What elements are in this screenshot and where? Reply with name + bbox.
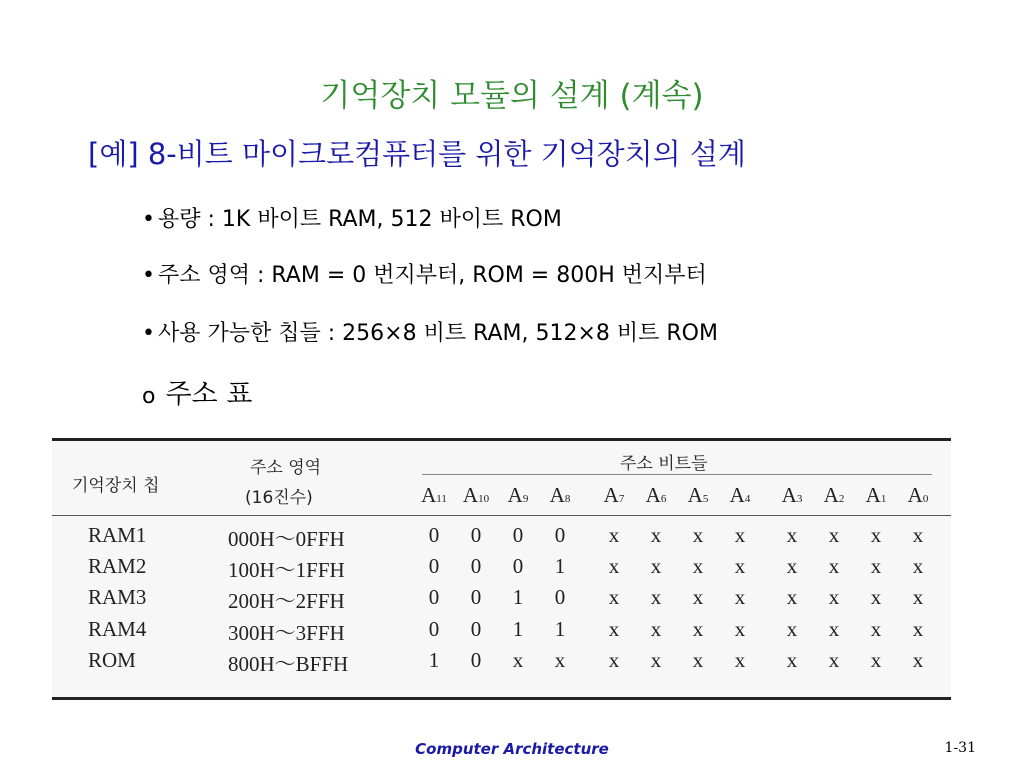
table-cell-bit: 0 xyxy=(554,523,566,547)
table-cell-bit: x xyxy=(608,554,620,578)
table-cell-chip: RAM4 xyxy=(88,617,147,641)
bit-header-base: A xyxy=(549,483,565,507)
table-cell-bit: x xyxy=(734,585,746,609)
table-cell-bit: x xyxy=(734,648,746,672)
table-cell-bit: x xyxy=(608,585,620,609)
bit-header-sub: 8 xyxy=(564,493,571,505)
bit-header xyxy=(777,483,807,508)
table-cell-bit: 0 xyxy=(428,523,440,547)
col-header-chip: 기억장치 칩 xyxy=(72,476,160,496)
bit-header-base: A xyxy=(462,483,479,507)
table-cell-bit: x xyxy=(786,554,798,578)
table-cell-bit: x xyxy=(828,554,840,578)
bit-header xyxy=(861,483,891,508)
bullet-item xyxy=(142,316,718,347)
bit-header-sub: 6 xyxy=(660,493,667,505)
bit-header-sub: 5 xyxy=(702,493,709,505)
table-cell-bit: 0 xyxy=(428,585,440,609)
bit-header-sub: 0 xyxy=(922,493,929,505)
table-cell-bit: x xyxy=(734,554,746,578)
bit-header xyxy=(503,483,533,508)
table-cell-bit: x xyxy=(828,523,840,547)
table-cell-bit: x xyxy=(828,585,840,609)
table-cell-bit: 0 xyxy=(512,554,524,578)
table-cell-range: 000H～0FFH xyxy=(228,527,345,551)
table-cell-bit: 0 xyxy=(428,617,440,641)
bit-header xyxy=(641,483,671,508)
bullet-item xyxy=(142,258,707,289)
header-divider xyxy=(52,515,951,516)
table-cell-chip: RAM1 xyxy=(88,523,147,547)
bit-header xyxy=(461,483,491,508)
table-cell-bit: x xyxy=(734,617,746,641)
table-cell-bit: x xyxy=(692,585,704,609)
bit-header-base: A xyxy=(507,483,523,507)
table-cell-bit: x xyxy=(912,554,924,578)
bit-header xyxy=(545,483,575,508)
table-cell-bit: x xyxy=(734,523,746,547)
bit-header xyxy=(599,483,629,508)
bit-header-base: A xyxy=(645,483,661,507)
page-number: 1-31 xyxy=(944,740,976,756)
table-cell-bit: 1 xyxy=(512,585,524,609)
table-cell-bit: 0 xyxy=(554,585,566,609)
col-header-range-sub: (16진수) xyxy=(245,488,313,508)
table-cell-bit: x xyxy=(692,523,704,547)
table-cell-bit: x xyxy=(650,585,662,609)
slide-title: 기억장치 모듈의 설계 (계속) xyxy=(320,78,704,114)
bit-header-sub: 1 xyxy=(880,493,887,505)
address-table xyxy=(52,438,951,700)
section-label: 주소 표 xyxy=(165,379,253,410)
table-cell-bit: x xyxy=(870,648,882,672)
table-cell-bit: x xyxy=(650,523,662,547)
table-cell-chip: RAM3 xyxy=(88,585,147,609)
table-cell-bit: x xyxy=(870,554,882,578)
table-cell-bit: 1 xyxy=(428,648,440,672)
table-cell-bit: x xyxy=(786,617,798,641)
table-cell-bit: 0 xyxy=(470,648,482,672)
table-cell-bit: 1 xyxy=(512,617,524,641)
table-cell-range: 800H～BFFH xyxy=(228,652,349,676)
slide-subtitle: [예] 8-비트 마이크로컴퓨터를 위한 기억장치의 설계 xyxy=(88,137,746,171)
bit-header-sub: 11 xyxy=(436,493,447,505)
table-cell-bit: x xyxy=(650,617,662,641)
table-cell-bit: x xyxy=(608,648,620,672)
col-header-range: 주소 영역 xyxy=(250,458,322,478)
bullet-item xyxy=(142,202,562,233)
table-cell-bit: x xyxy=(692,617,704,641)
bullet-mark: • xyxy=(142,321,155,346)
table-cell-bit: 0 xyxy=(470,554,482,578)
table-cell-bit: x xyxy=(912,617,924,641)
table-cell-bit: 1 xyxy=(554,554,566,578)
table-cell-bit: x xyxy=(828,617,840,641)
table-cell-bit: 0 xyxy=(470,523,482,547)
bit-header-base: A xyxy=(603,483,619,507)
table-cell-range: 200H～2FFH xyxy=(228,589,345,613)
table-cell-bit: x xyxy=(786,648,798,672)
table-cell-bit: x xyxy=(828,648,840,672)
table-cell-bit: x xyxy=(650,648,662,672)
bit-header-base: A xyxy=(729,483,745,507)
table-cell-bit: x xyxy=(786,585,798,609)
bit-header xyxy=(725,483,755,508)
bit-header-base: A xyxy=(687,483,703,507)
section-heading xyxy=(142,372,252,411)
bit-header-sub: 7 xyxy=(618,493,625,505)
bullet-text: 사용 가능한 칩들 : 256×8 비트 RAM, 512×8 비트 ROM xyxy=(158,321,718,346)
section-mark: o xyxy=(142,384,156,409)
table-cell-bit: x xyxy=(608,617,620,641)
bit-header xyxy=(683,483,713,508)
table-cell-bit: x xyxy=(870,523,882,547)
table-cell-bit: 0 xyxy=(428,554,440,578)
table-cell-bit: x xyxy=(650,554,662,578)
bit-header xyxy=(903,483,933,508)
bit-header-base: A xyxy=(865,483,881,507)
table-cell-bit: 0 xyxy=(470,617,482,641)
bit-header-sub: 2 xyxy=(838,493,845,505)
bit-header-base: A xyxy=(823,483,839,507)
bit-header-sub: 4 xyxy=(744,493,751,505)
bullet-text: 주소 영역 : RAM = 0 번지부터, ROM = 800H 번지부터 xyxy=(158,263,707,288)
bit-header xyxy=(819,483,849,508)
bit-header-base: A xyxy=(781,483,797,507)
table-cell-bit: x xyxy=(512,648,524,672)
bit-header-sub: 9 xyxy=(522,493,529,505)
table-cell-bit: x xyxy=(786,523,798,547)
bit-header-base: A xyxy=(421,483,437,507)
bullet-mark: • xyxy=(142,207,155,232)
table-cell-bit: 0 xyxy=(470,585,482,609)
table-cell-bit: x xyxy=(912,585,924,609)
table-cell-range: 300H～3FFH xyxy=(228,621,345,645)
table-cell-bit: x xyxy=(554,648,566,672)
bit-header xyxy=(419,483,449,508)
table-cell-bit: 0 xyxy=(512,523,524,547)
table-cell-bit: x xyxy=(692,554,704,578)
table-cell-bit: x xyxy=(870,585,882,609)
bullet-mark: • xyxy=(142,263,155,288)
table-cell-bit: x xyxy=(692,648,704,672)
table-cell-bit: x xyxy=(912,648,924,672)
bit-header-sub: 3 xyxy=(796,493,803,505)
bit-header-base: A xyxy=(907,483,923,507)
table-cell-chip: ROM xyxy=(88,648,136,672)
bullet-text: 용량 : 1K 바이트 RAM, 512 바이트 ROM xyxy=(158,207,562,232)
table-cell-range: 100H～1FFH xyxy=(228,558,345,582)
table-cell-chip: RAM2 xyxy=(88,554,147,578)
table-cell-bit: x xyxy=(912,523,924,547)
table-cell-bit: x xyxy=(608,523,620,547)
bits-header-divider xyxy=(422,474,932,475)
table-cell-bit: 1 xyxy=(554,617,566,641)
bit-header-sub: 10 xyxy=(478,493,490,505)
footer-course: Computer Architecture xyxy=(415,740,609,758)
table-cell-bit: x xyxy=(870,617,882,641)
col-header-bits: 주소 비트들 xyxy=(620,454,708,474)
